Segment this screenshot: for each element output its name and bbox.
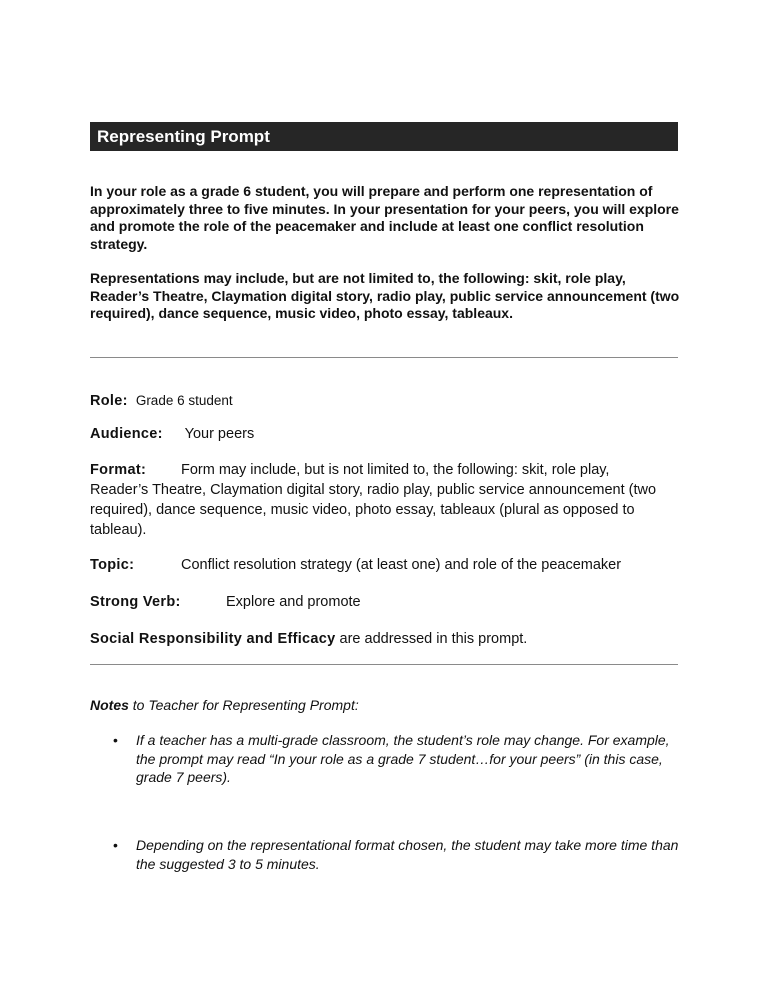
topic-value: Conflict resolution strategy (at least one) and role of the peacemaker — [181, 557, 622, 573]
format-label: Format: — [90, 462, 147, 478]
social-value: are addressed in this prompt. — [335, 631, 528, 647]
intro-paragraph-1: In your role as a grade 6 student, you will prepare and perform one representation of approximately three to five minutes. In your presentation for your peers, you will explore and promote the role of the peacemaker and include at least one conflict resolution strategy. — [90, 183, 679, 252]
divider-1 — [90, 357, 678, 358]
field-strong-verb — [90, 592, 682, 612]
social-label: Social Responsibility and Efficacy — [90, 631, 336, 647]
notes-title — [90, 697, 359, 713]
role-value: Grade 6 student — [135, 393, 233, 408]
format-continuation: Reader’s Theatre, Claymation digital story, radio play, public service announcement (two required), dance sequence, music video, photo essay, tableaux (plural as opposed to tableau). — [90, 482, 657, 538]
bullet-icon: • — [113, 732, 118, 748]
audience-value: Your peers — [184, 426, 255, 442]
notes-list — [90, 731, 682, 787]
bullet-icon: • — [113, 837, 118, 853]
field-audience — [90, 424, 682, 444]
intro-paragraph-2: Representations may include, but are not limited to, the following: skit, role play, Reader’s Theatre, Claymation digital story, radio play, public service announcement (two required), dance sequence, music video, photo essay, tableaux. — [90, 270, 680, 321]
note-text-1: If a teacher has a multi-grade classroom, the student’s role may change. For example, the prompt may read “In your role as a grade 7 student…for your peers” (in this case, grade 7 peers). — [136, 732, 670, 785]
format-value: Form may include, but is not limited to, the following: skit, role play, — [181, 462, 610, 478]
notes-list-2 — [90, 836, 682, 873]
strong-verb-value: Explore and promote — [226, 594, 361, 610]
audience-label: Audience: — [90, 426, 163, 442]
list-item — [90, 836, 682, 873]
notes-title-bold: Notes — [90, 697, 129, 713]
field-topic — [90, 555, 682, 575]
topic-label: Topic: — [90, 557, 135, 573]
field-format — [90, 460, 682, 540]
section-title: Representing Prompt — [90, 122, 678, 151]
strong-verb-label: Strong Verb: — [90, 594, 181, 610]
notes-title-rest: to Teacher for Representing Prompt: — [128, 697, 359, 713]
field-social-responsibility — [90, 629, 682, 649]
field-role — [90, 391, 682, 411]
note-text-2: Depending on the representational format chosen, the student may take more time than the suggested 3 to 5 minutes. — [136, 837, 679, 872]
divider-2 — [90, 664, 678, 665]
role-label: Role: — [90, 393, 128, 409]
list-item — [90, 731, 682, 787]
